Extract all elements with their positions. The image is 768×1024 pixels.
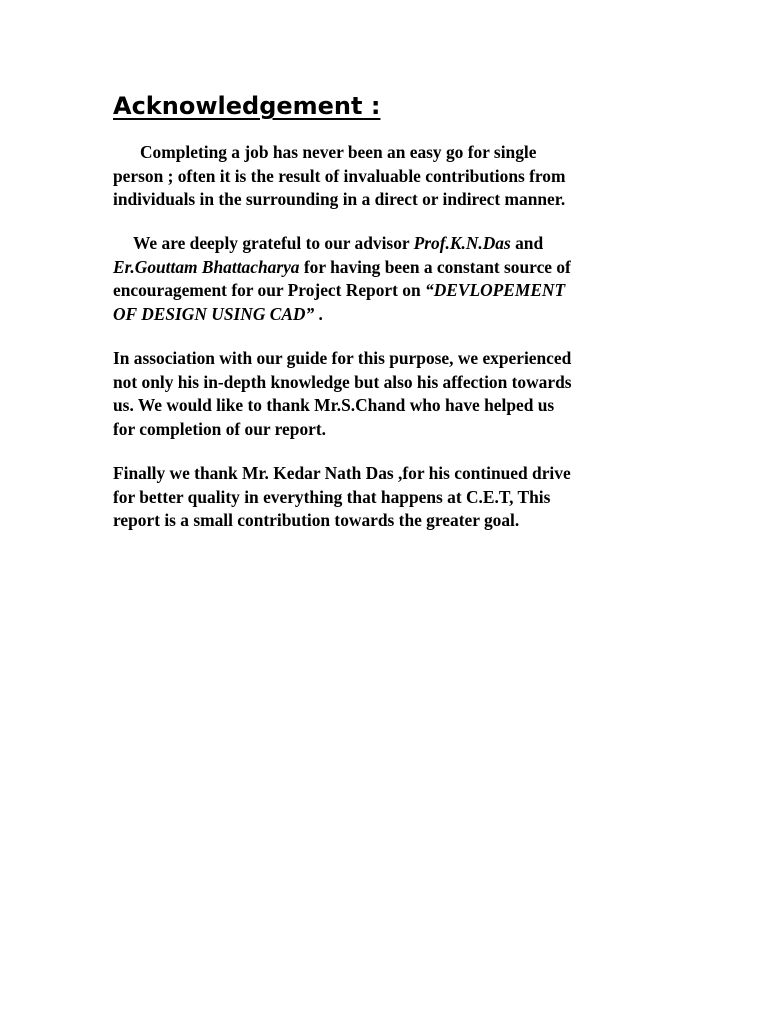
paragraph-gratitude-line-4 [113,303,658,327]
paragraph-intro [113,141,658,212]
co-advisor-name: Er.Gouttam Bhattacharya [113,256,300,277]
paragraph-guide-line-4: for completion of our report. [113,418,327,439]
gratitude-text: We are deeply grateful to our advisor [133,233,414,253]
paragraph-intro-line-1: Completing a job has never been an easy go for single [140,142,537,162]
conjunction-text: and [510,233,544,253]
paragraph-gratitude [113,232,658,326]
paragraph-closing [113,462,658,533]
sentence-end: . [314,303,323,324]
paragraph-guide [113,347,658,441]
paragraph-guide-line-3: us. We would like to thank Mr.S.Chand who have helped us [113,395,555,415]
paragraph-guide-line-2: not only his in-depth knowledge but also his affection towards [113,371,572,392]
page-title: Acknowledgement : [113,92,381,120]
paragraph-intro-line-2: person ; often it is the result of invaluable contributions from [113,165,566,186]
paragraph-gratitude-line-3 [113,279,658,303]
gratitude-continuation: for having been a constant source of [299,256,571,277]
project-report-text: encouragement for our Project Report on [113,280,425,300]
paragraph-closing-line-1: Finally we thank Mr. Kedar Nath Das ,for his continued drive [113,463,571,483]
paragraph-gratitude-line-1 [113,232,658,256]
paragraph-intro-line-3: individuals in the surrounding in a direct or indirect manner. [113,189,566,209]
paragraph-guide-line-1: In association with our guide for this purpose, we experienced [113,348,572,368]
paragraph-closing-line-2: for better quality in everything that happens at C.E.T, This [113,486,551,507]
advisor-name: Prof.K.N.Das [413,233,511,253]
paragraph-closing-line-3: report is a small contribution towards the greater goal. [113,510,520,530]
project-title-part-2: OF DESIGN USING CAD” [113,303,315,324]
paragraph-gratitude-line-2 [113,256,658,280]
project-title-part-1: “DEVLOPEMENT [425,280,566,300]
